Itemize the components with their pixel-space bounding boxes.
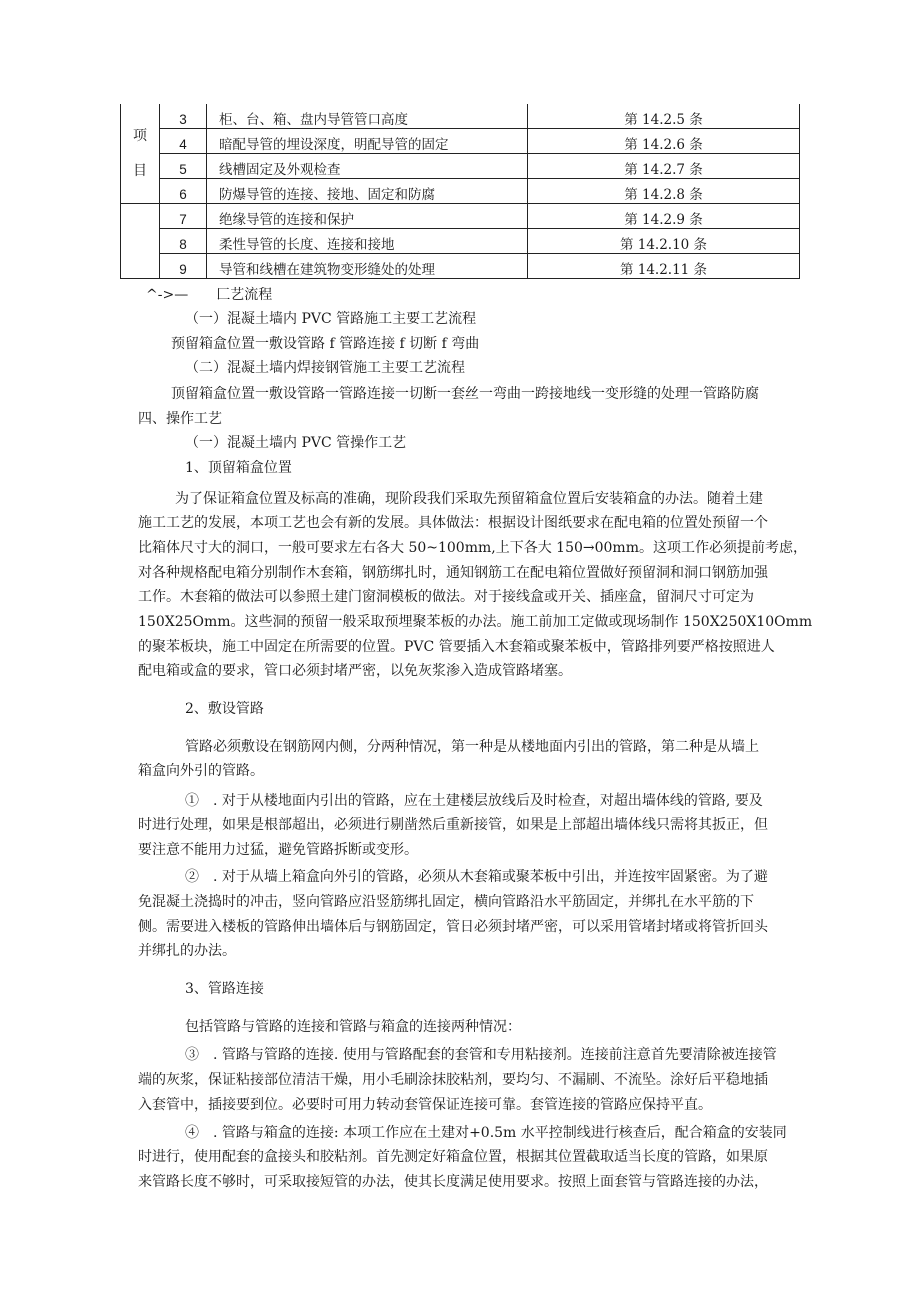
group-cell-items	[121, 104, 160, 204]
table-row	[121, 254, 800, 279]
paragraph-line: 比箱体尺寸大的洞口，一般可要求左右各大 50~100mm,上下各大 150→00mm。这项工作必须提前考虑，	[138, 540, 807, 556]
paragraph-line: 150X25Omm。这些洞的预留一般采取预埋聚苯板的办法。施工前加工定做或现场制作 150X250X10Omm	[138, 614, 813, 630]
row-description: 绝缘导管的连接和保护	[207, 204, 528, 229]
paragraph-line: ③ . 管路与管路的连接. 使用与管路配套的套管和专用粘接剂。连接前注意首先要清除被连接管	[185, 1047, 777, 1063]
group-cell-empty	[121, 204, 160, 279]
table-row	[121, 204, 800, 229]
paragraph-line: 入套管中，插接要到位。必要时可用力转动套管保证连接可靠。套管连接的管路应保持平直。	[138, 1097, 712, 1113]
process-flow-text: 顶留箱盒位置一敷设管路一管路连接一切断一套丝一弯曲一跨接地线一变形缝的处理一管路防腐	[171, 386, 759, 402]
row-clause-reference: 第 14.2.5 条	[528, 104, 800, 129]
row-clause-reference: 第 14.2.8 条	[528, 179, 800, 204]
paragraph-line: 来管路长度不够时，可采取接短管的办法，使其长度满足使用要求。按照上面套管与管路连接的办法，	[138, 1174, 768, 1190]
table-row	[121, 179, 800, 204]
row-clause-reference: 第 14.2.10 条	[528, 229, 800, 254]
subsection-heading: （一）混凝土墙内 PVC 管操作工艺	[185, 435, 407, 451]
paragraph-line: 时进行，使用配套的盒接头和胶粘剂。首先测定好箱盒位置，根据其位置截取适当长度的管路，如果原	[138, 1149, 768, 1165]
table-row	[121, 229, 800, 254]
paragraph-line: 施工工艺的发展，本项工艺也会有新的发展。具体做法：根据设计图纸要求在配电箱的位置处预留一个	[138, 515, 768, 531]
table-row	[121, 154, 800, 179]
paragraph-line: 工作。木套箱的做法可以参照土建门窗洞模板的做法。对于接线盒或开关、插座盒，留洞尺寸可定为	[138, 589, 754, 605]
item-heading: 2、敷设管路	[185, 701, 264, 717]
subsection-heading: （二）混凝土墙内焊接钢管施工主要工艺流程	[185, 360, 465, 376]
row-clause-reference: 第 14.2.11 条	[528, 254, 800, 279]
row-number: 8	[160, 229, 207, 254]
process-flow-text: 预留箱盒位置一敷设管路 f 管路连接 f 切断 f 弯曲	[171, 336, 480, 352]
paragraph-line: 箱盒向外引的管路。	[138, 763, 264, 779]
row-description: 防爆导管的连接、接地、固定和防腐	[207, 179, 528, 204]
paragraph-line: 对各种规格配电箱分别制作木套箱，钢筋绑扎时，通知钢筋工在配电箱位置做好预留洞和洞口钢筋加强	[138, 565, 768, 581]
paragraph-line: ① . 对于从楼地面内引出的管路，应在土建楼层放线后及时检查，对超出墙体线的管路, 要及	[185, 793, 763, 809]
row-number: 7	[160, 204, 207, 229]
paragraph-line: ④ . 管路与箱盒的连接: 本项工作应在土建对+0.5m 水平控制线进行核查后，配合箱盒的安装同	[185, 1125, 787, 1141]
row-clause-reference: 第 14.2.6 条	[528, 129, 800, 154]
table-row	[121, 104, 800, 129]
row-clause-reference: 第 14.2.7 条	[528, 154, 800, 179]
section-heading-operation: 四、操作工艺	[138, 411, 222, 427]
group-label-char: 目	[133, 162, 147, 179]
table-row	[121, 129, 800, 154]
subsection-heading: （一）混凝土墙内 PVC 管路施工主要工艺流程	[185, 311, 477, 327]
paragraph-line: 为了保证箱盒位置及标高的准确，现阶段我们采取先预留箱盒位置后安装箱盒的办法。随着土建	[175, 491, 763, 507]
group-label-char: 项	[133, 127, 147, 144]
paragraph-line: 配电箱或盒的要求，管口必须封堵严密，以免灰浆渗入造成管路堵塞。	[138, 663, 572, 679]
row-number: 4	[160, 129, 207, 154]
row-number: 9	[160, 254, 207, 279]
paragraph-line: 免混凝土浇捣时的冲击，竖向管路应沿竖筋绑扎固定，横向管路沿水平筋固定，并绑扎在水平筋的下	[138, 894, 754, 910]
row-number: 6	[160, 179, 207, 204]
row-description: 柔性导管的长度、连接和接地	[207, 229, 528, 254]
paragraph-line: 时进行处理，如果是根部超出，必须进行剔凿然后重新接管，如果是上部超出墙体线只需将其扳正，但	[138, 817, 768, 833]
paragraph-line: 管路必须敷设在钢筋网内侧，分两种情况，第一种是从楼地面内引出的管路，第二种是从墙上	[185, 739, 759, 755]
section-heading-process: ^->— 匚艺流程	[146, 287, 273, 303]
row-number: 3	[160, 104, 207, 129]
item-heading: 3、管路连接	[185, 981, 264, 997]
row-description: 柜、台、箱、盘内导管管口高度	[207, 104, 528, 129]
inspection-items-table	[120, 104, 800, 279]
paragraph-line: 包括管路与管路的连接和管路与箱盒的连接两种情况：	[185, 1019, 521, 1035]
row-description: 导管和线槽在建筑物变形缝处的处理	[207, 254, 528, 279]
paragraph-line: 侧。需要进入楼板的管路伸出墙体后与钢筋固定，管日必须封堵严密，可以采用管堵封堵或将管折回头	[138, 919, 768, 935]
paragraph-line: 并绑扎的办法。	[138, 943, 236, 959]
paragraph-line: 端的灰浆，保证粘接部位清洁干燥，用小毛刷涂抹胶粘剂，要均匀、不漏刷、不流坠。涂好后平稳地插	[138, 1072, 768, 1088]
paragraph-line: 的聚苯板块，施工中固定在所需要的位置。PVC 管要插入木套箱或聚苯板中，管路排列要严格按照进人	[138, 639, 775, 655]
paragraph-line: ② . 对于从墙上箱盒向外引的管路，必须从木套箱或聚苯板中引出，并连按牢固紧密。为了避	[185, 869, 768, 885]
row-description: 暗配导管的埋设深度，明配导管的固定	[207, 129, 528, 154]
item-heading: 1、顶留箱盒位置	[185, 460, 292, 476]
paragraph-line: 要注意不能用力过猛，避免管路拆断或变形。	[138, 842, 418, 858]
row-clause-reference: 第 14.2.9 条	[528, 204, 800, 229]
row-description: 线槽固定及外观检查	[207, 154, 528, 179]
row-number: 5	[160, 154, 207, 179]
